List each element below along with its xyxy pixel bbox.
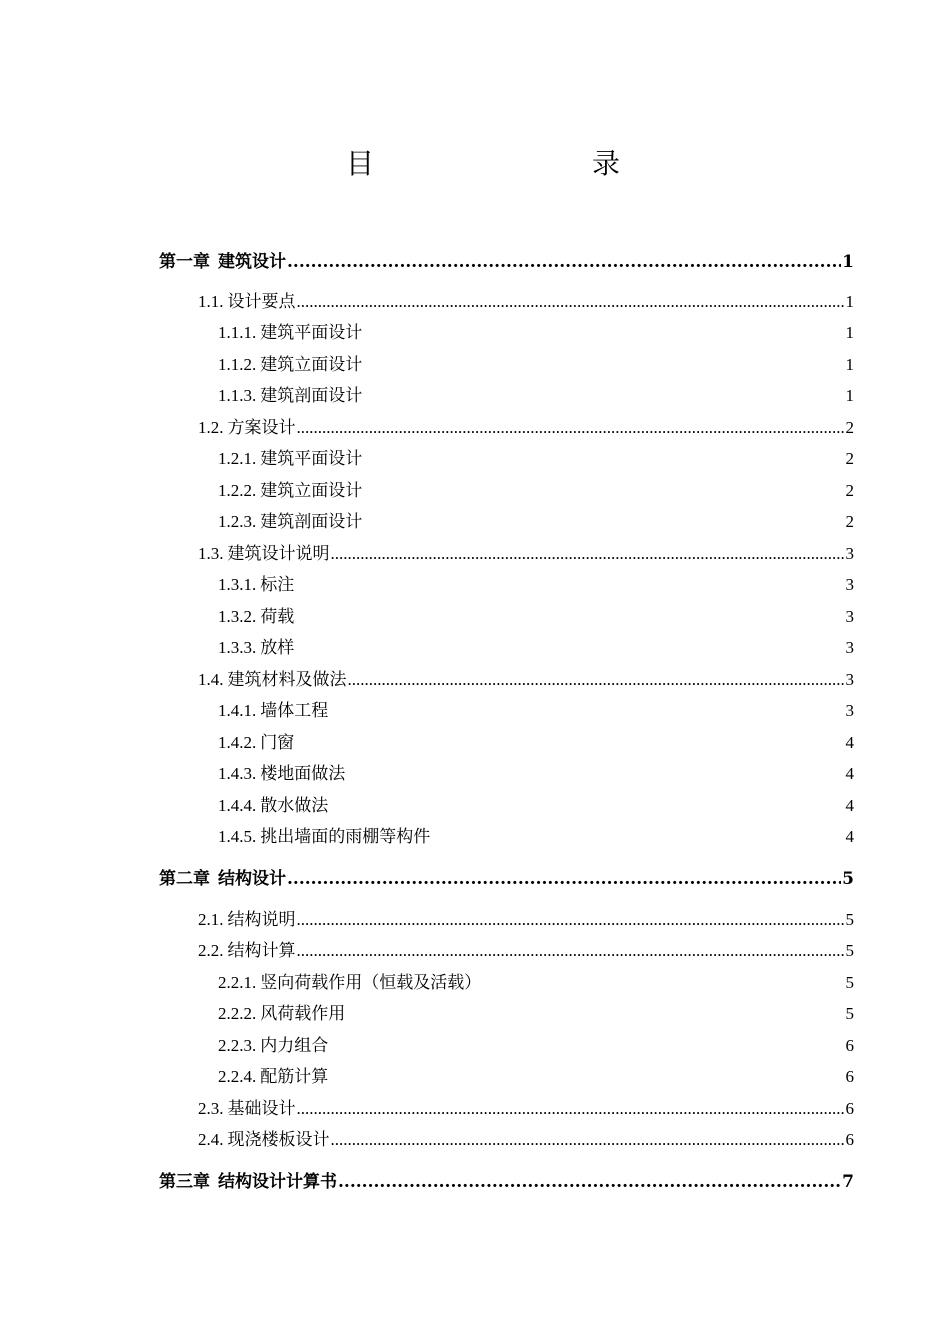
toc-entry-number: 1.3. [198,544,224,563]
toc-entry[interactable] [218,730,854,756]
toc-entry-title: 建筑立面设计 [260,355,363,375]
toc-dot-leader [297,289,845,315]
toc-entry-title: 建筑剖面设计 [260,512,363,532]
toc-dot-leader [297,907,845,933]
toc-entry[interactable] [218,352,854,378]
toc-entry-page: 1 [845,292,854,311]
toc-entry[interactable] [198,1127,854,1153]
toc-entry-number: 1.1.3. [218,386,257,405]
toc-entry-title: 内力组合 [260,1036,329,1056]
toc-entry-page: 6 [845,1036,854,1055]
toc-dot-leader [348,667,845,693]
toc-entry-number: 2.2.1. [218,973,257,992]
toc-entry-page: 6 [845,1130,854,1149]
toc-entry[interactable] [198,938,854,964]
toc-entry[interactable] [218,761,854,787]
toc-entry-number: 2.1. [198,910,224,929]
toc-entry-number: 2.2.4. [218,1067,257,1086]
toc-entry-title: 散水做法 [260,796,329,816]
toc-entry-page: 3 [845,670,854,689]
toc-entry-title: 配筋计算 [260,1067,329,1087]
toc-entry-title: 方案设计 [227,418,296,438]
toc-entry[interactable] [198,1096,854,1122]
toc-dot-leader [287,249,841,275]
toc-entry-title: 墙体工程 [260,701,329,721]
toc-entry-title: 建筑平面设计 [260,323,363,343]
toc-entry[interactable] [198,541,854,567]
toc-entry[interactable] [218,509,854,535]
toc-entry-number: 1.2.3. [218,512,257,531]
toc-entry-page: 1 [842,252,854,272]
toc-entry[interactable] [218,824,854,850]
toc-entry-number: 1.3.1. [218,575,257,594]
toc-entry[interactable] [218,604,854,630]
toc-entry-page: 6 [845,1099,854,1118]
toc-entry[interactable] [218,572,854,598]
toc-entry-title: 建筑设计 [218,252,286,272]
toc-entry-title: 设计要点 [227,292,296,312]
toc-entry-title: 现浇楼板设计 [227,1130,330,1150]
toc-entry-number: 1.1.2. [218,355,257,374]
toc-entry[interactable] [198,907,854,933]
toc-entry-number: 1.4. [198,670,224,689]
toc-entry-number: 1.1.1. [218,323,257,342]
toc-entry-number: 1.4.5. [218,827,257,846]
toc-entry-title: 放样 [260,638,295,658]
toc-entry[interactable] [198,415,854,441]
toc-entry-page: 4 [845,733,854,752]
toc-entry-number: 1.1. [198,292,224,311]
toc-entry[interactable] [218,635,854,661]
toc-entry[interactable] [218,478,854,504]
toc-entry[interactable] [218,970,854,996]
toc-dot-leader [331,541,845,567]
toc-entry-page: 3 [845,701,854,720]
toc-entry-page: 4 [845,827,854,846]
toc-dot-leader [338,1169,841,1195]
toc-entry[interactable] [218,793,854,819]
toc-entry-page: 3 [845,607,854,626]
toc-entry-title: 结构说明 [227,910,296,930]
toc-entry-title: 风荷载作用 [260,1004,346,1024]
toc-entry[interactable] [159,1169,854,1195]
toc-entry-number: 第二章 [159,869,210,889]
toc-entry-page: 6 [845,1067,854,1086]
toc-entry-page: 2 [845,418,854,437]
toc-entry-number: 1.3.2. [218,607,257,626]
toc-entry-number: 1.4.4. [218,796,257,815]
toc-entry-title: 基础设计 [227,1099,296,1119]
toc-entry[interactable] [218,698,854,724]
toc-entry-title: 结构设计计算书 [218,1172,337,1192]
toc-entry[interactable] [218,320,854,346]
toc-entry-page: 5 [845,941,854,960]
toc-entry[interactable] [218,446,854,472]
toc-dot-leader [297,415,845,441]
toc-entry-title: 建筑材料及做法 [227,670,347,690]
toc-entry-title: 竖向荷载作用（恒载及活载） [260,973,482,993]
toc-entry-number: 2.4. [198,1130,224,1149]
toc-entry-title: 建筑剖面设计 [260,386,363,406]
toc-entry-page: 5 [845,1004,854,1023]
toc-entry[interactable] [159,249,854,275]
toc-entry-title: 标注 [260,575,295,595]
toc-entry-page: 3 [845,544,854,563]
toc-entry-page: 4 [845,764,854,783]
toc-entry-number: 1.4.2. [218,733,257,752]
toc-entry-title: 结构计算 [227,941,296,961]
toc-entry-number: 1.4.1. [218,701,257,720]
toc-entry[interactable] [198,667,854,693]
toc-entry-title: 楼地面做法 [260,764,346,784]
toc-entry-title: 建筑设计说明 [227,544,330,564]
toc-entry-number: 1.3.3. [218,638,257,657]
toc-entry-number: 1.2.1. [218,449,257,468]
toc-entry-number: 1.4.3. [218,764,257,783]
toc-entry-page: 1 [845,355,854,374]
toc-entry-title: 门窗 [260,733,295,753]
toc-entry-number: 1.2. [198,418,224,437]
toc-entry-page: 7 [842,1172,854,1192]
toc-entry-page: 2 [845,449,854,468]
toc-dot-leader [287,866,841,892]
toc-entry-page: 1 [845,323,854,342]
toc-entry[interactable] [198,289,854,315]
toc-dot-leader [297,938,845,964]
toc-entry[interactable] [218,1001,854,1027]
toc-dot-leader [331,1127,845,1153]
toc-entry-page: 5 [845,910,854,929]
toc-entry-number: 2.3. [198,1099,224,1118]
toc-entry-title: 荷载 [260,607,295,627]
toc-entry[interactable] [159,866,854,892]
toc-dot-leader [297,1096,845,1122]
toc-entry-number: 2.2.3. [218,1036,257,1055]
toc-entry-page: 2 [845,481,854,500]
toc-entry-title: 结构设计 [218,869,286,889]
toc-entry-number: 第三章 [159,1172,210,1192]
toc-entry-page: 2 [845,512,854,531]
toc-entry-number: 第一章 [159,252,210,272]
toc-entry-page: 3 [845,638,854,657]
toc-entry-title: 挑出墙面的雨棚等构件 [260,827,431,847]
toc-entry-page: 1 [845,386,854,405]
toc-entry-number: 2.2.2. [218,1004,257,1023]
toc-entry[interactable] [218,1064,854,1090]
toc-entry-number: 2.2. [198,941,224,960]
toc-entry-page: 3 [845,575,854,594]
toc-entry-number: 1.2.2. [218,481,257,500]
toc-entry-title: 建筑立面设计 [260,481,363,501]
toc-entry[interactable] [218,383,854,409]
toc-entry-title: 建筑平面设计 [260,449,363,469]
toc-entry-page: 4 [845,796,854,815]
toc-entry[interactable] [218,1033,854,1059]
toc-entry-page: 5 [845,973,854,992]
toc-entry-page: 5 [842,869,854,889]
toc-title: 目 录 [345,147,674,180]
